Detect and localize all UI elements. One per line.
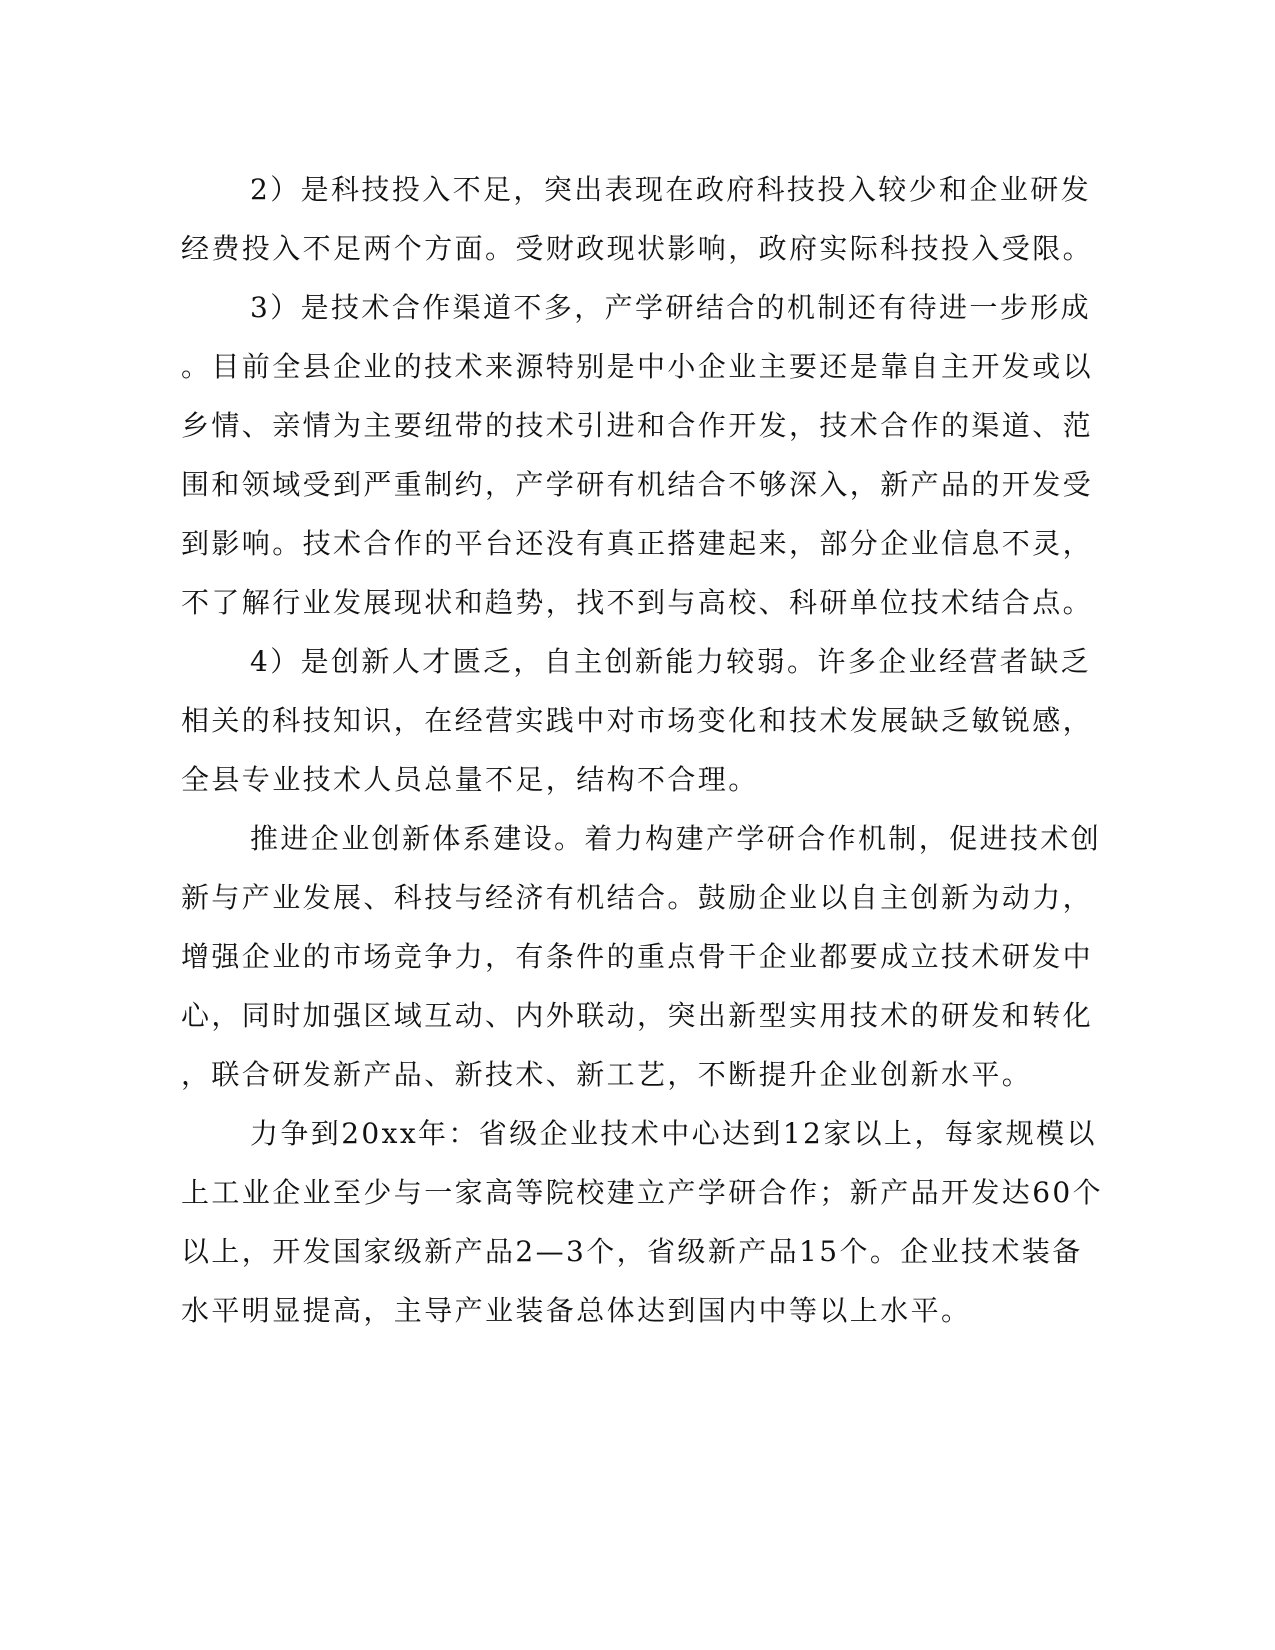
paragraph-line: 3）是技术合作渠道不多，产学研结合的机制还有待进一步形成 — [250, 291, 1092, 324]
paragraph-line: 2）是科技投入不足，突出表现在政府科技投入较少和企业研发 — [250, 173, 1092, 206]
paragraph-tech-investment — [181, 160, 1094, 278]
paragraph-tech-cooperation — [181, 278, 1094, 632]
paragraph-line: 新与产业发展、科技与经济有机结合。鼓励企业以自主创新为动力， — [181, 881, 1094, 914]
paragraph-line: 以上，开发国家级新产品2—3个，省级新产品15个。企业技术装备 — [181, 1235, 1083, 1268]
paragraph-line: 到影响。技术合作的平台还没有真正搭建起来，部分企业信息不灵， — [181, 527, 1094, 560]
paragraph-line: 经费投入不足两个方面。受财政现状影响，政府实际科技投入受限。 — [181, 232, 1094, 265]
paragraph-line: 推进企业创新体系建设。着力构建产学研合作机制，促进技术创 — [250, 822, 1102, 855]
paragraph-line: 水平明显提高，主导产业装备总体达到国内中等以上水平。 — [181, 1294, 972, 1327]
document-body — [181, 160, 1104, 1340]
paragraph-line: 增强企业的市场竞争力，有条件的重点骨干企业都要成立技术研发中 — [181, 940, 1094, 973]
paragraph-targets — [181, 1104, 1104, 1340]
paragraph-talent-shortage — [181, 632, 1094, 809]
paragraph-line: 上工业企业至少与一家高等院校建立产学研合作；新产品开发达60个 — [181, 1176, 1104, 1209]
paragraph-line: 力争到20xx年：省级企业技术中心达到12家以上，每家规模以 — [250, 1117, 1097, 1150]
paragraph-line: 全县专业技术人员总量不足，结构不合理。 — [181, 763, 759, 796]
paragraph-line: 4）是创新人才匮乏，自主创新能力较弱。许多企业经营者缺乏 — [250, 645, 1092, 678]
paragraph-line: 。目前全县企业的技术来源特别是中小企业主要还是靠自主开发或以 — [181, 350, 1094, 383]
paragraph-innovation-system — [181, 809, 1102, 1104]
paragraph-line: 不了解行业发展现状和趋势，找不到与高校、科研单位技术结合点。 — [181, 586, 1094, 619]
paragraph-line: 乡情、亲情为主要纽带的技术引进和合作开发，技术合作的渠道、范 — [181, 409, 1094, 442]
paragraph-line: 相关的科技知识，在经营实践中对市场变化和技术发展缺乏敏锐感， — [181, 704, 1094, 737]
paragraph-line: 围和领域受到严重制约，产学研有机结合不够深入，新产品的开发受 — [181, 468, 1094, 501]
paragraph-line: ，联合研发新产品、新技术、新工艺，不断提升企业创新水平。 — [181, 1058, 1033, 1091]
paragraph-line: 心，同时加强区域互动、内外联动，突出新型实用技术的研发和转化 — [181, 999, 1094, 1032]
